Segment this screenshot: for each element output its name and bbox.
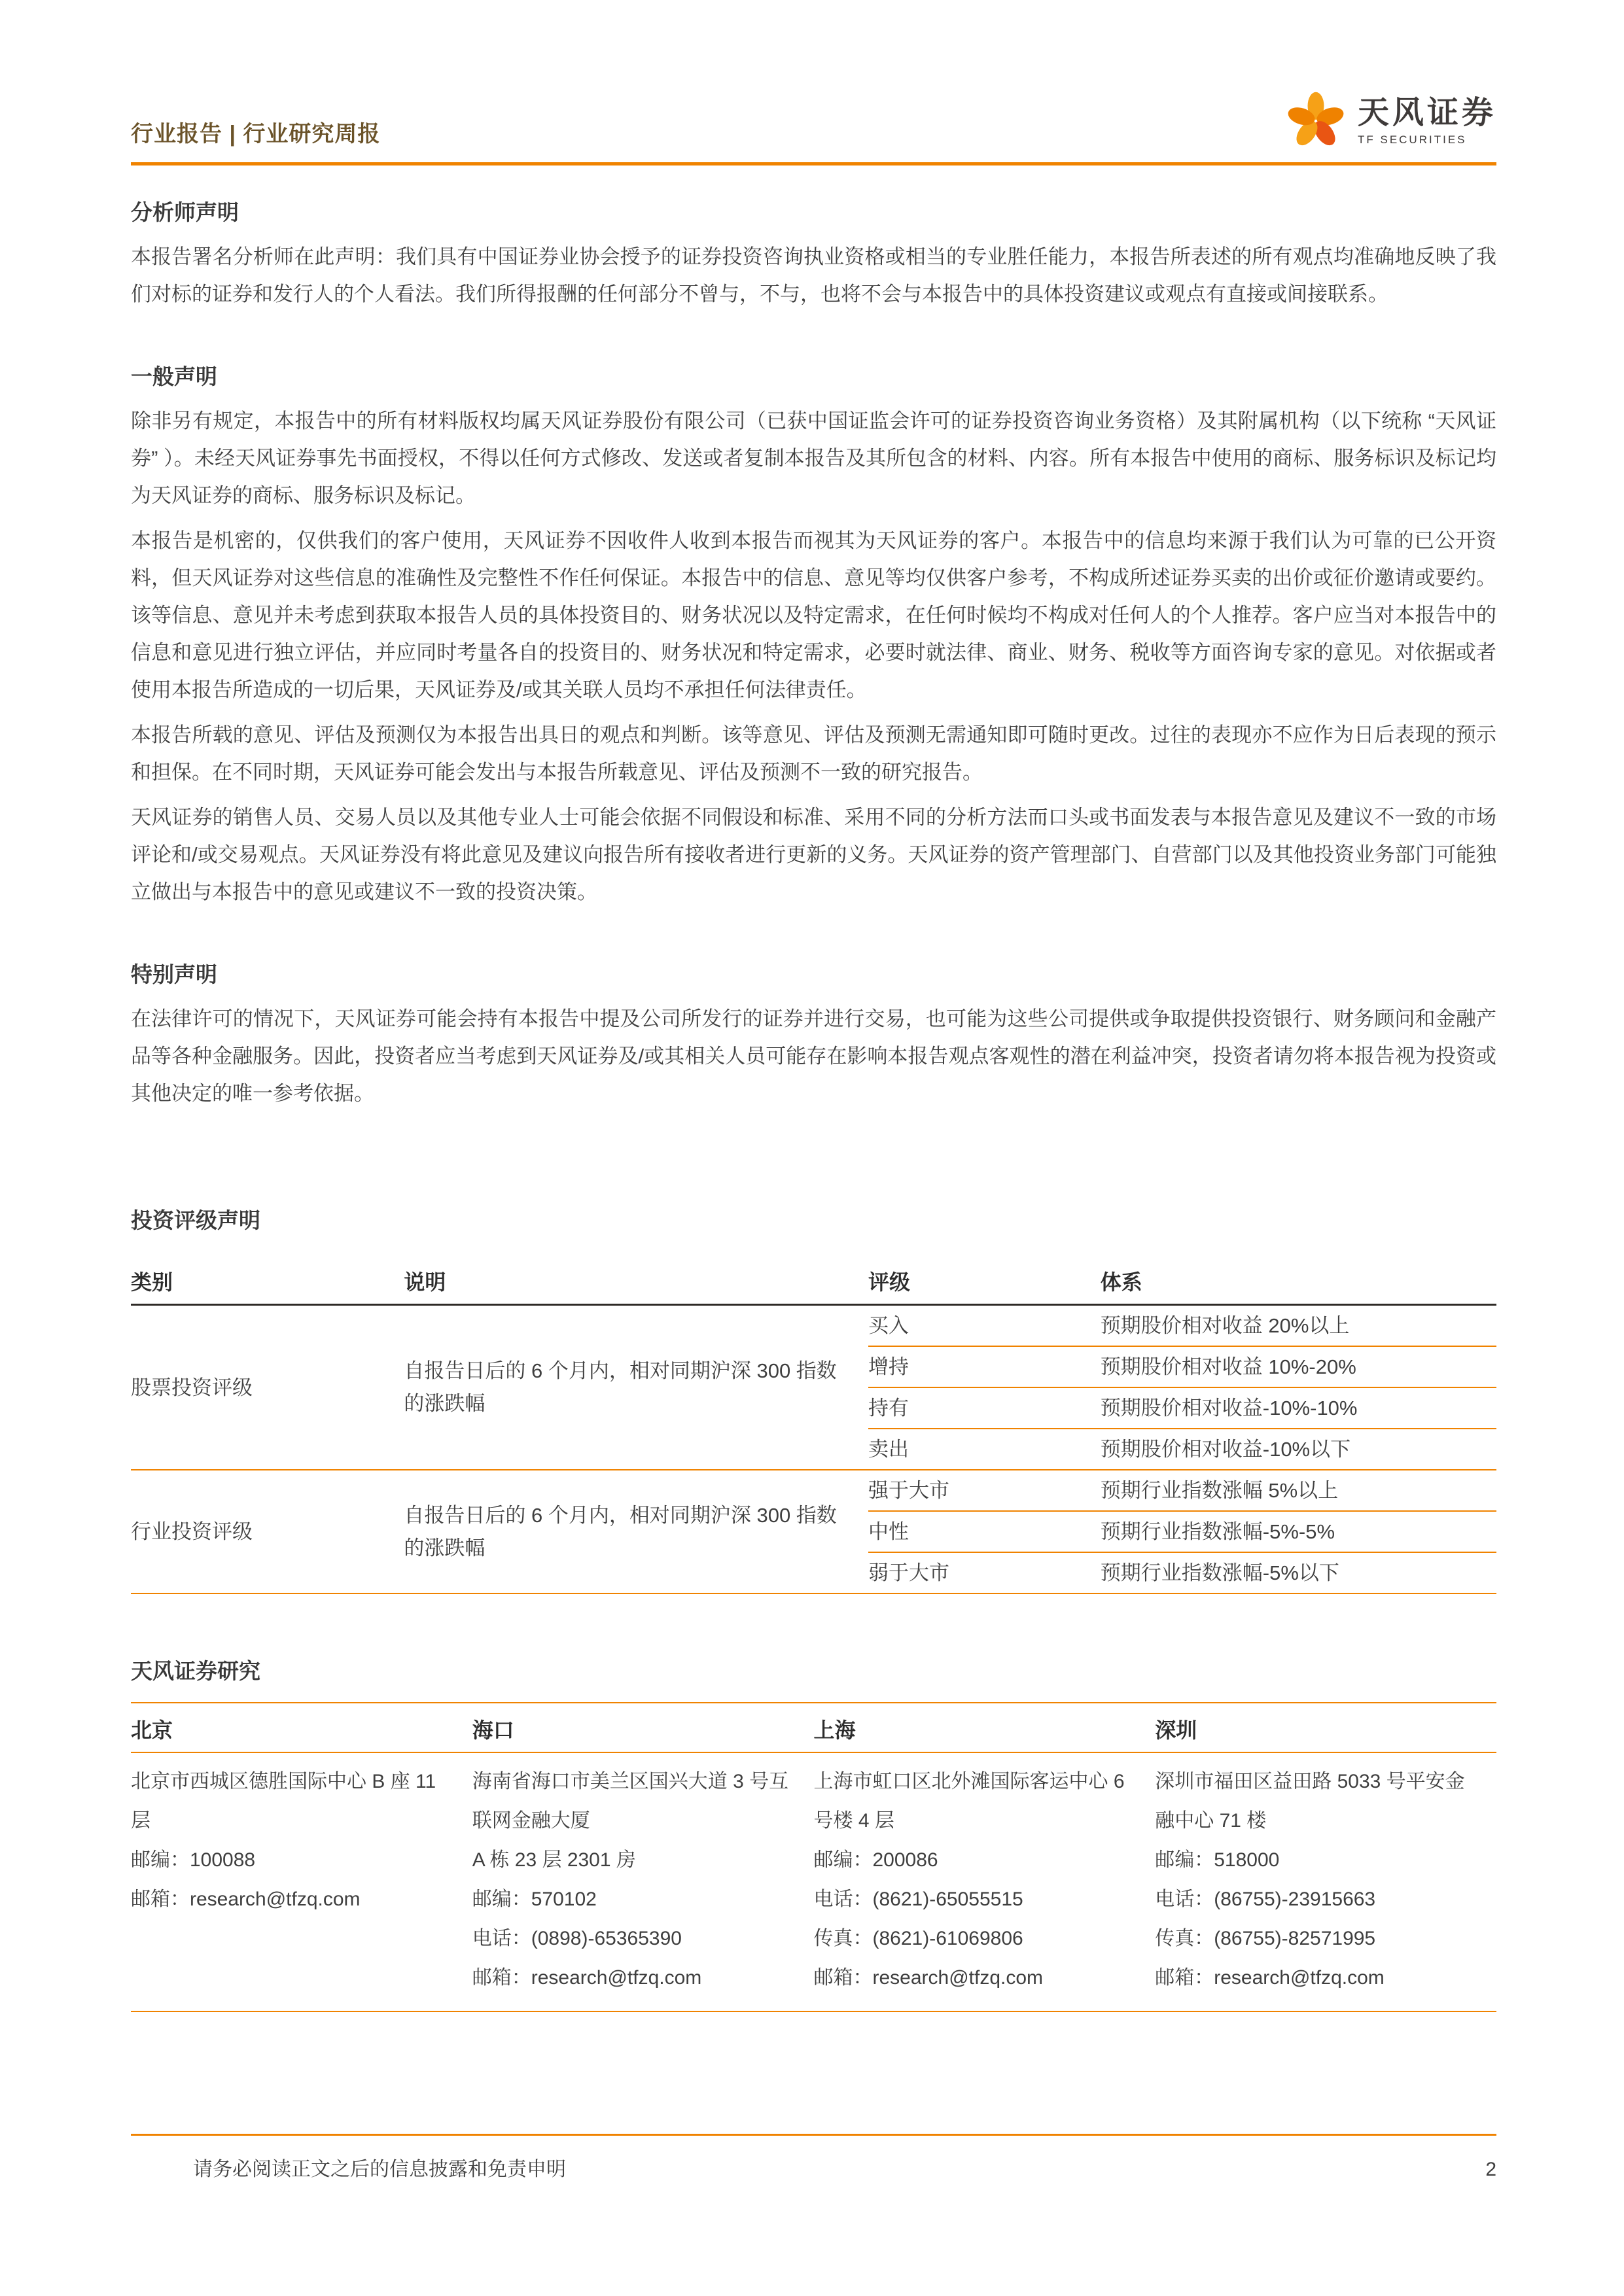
- office-city-header: 北京: [131, 1703, 472, 1752]
- section-heading: 天风证券研究: [131, 1659, 260, 1683]
- office-line: 邮编：570102: [472, 1888, 597, 1910]
- section-special-statement: [131, 958, 1496, 1112]
- office-line: A 栋 23 层 2301 房: [472, 1849, 636, 1871]
- office-line: 电话：(8621)-65055515: [813, 1888, 1023, 1910]
- section-analyst-statement: [131, 196, 1496, 313]
- report-type-label: 行业报告 | 行业研究周报: [131, 122, 381, 147]
- office-line: 邮编：518000: [1155, 1849, 1280, 1871]
- office-line: 北京市西城区德胜国际中心 B 座 11 层: [131, 1771, 436, 1832]
- rating-cell: 增持: [868, 1346, 1101, 1387]
- description-cell: 自报告日后的 6 个月内，相对同期沪深 300 指数的涨跌幅: [404, 1305, 868, 1470]
- paragraph: 除非另有规定，本报告中的所有材料版权均属天风证券股份有限公司（已获中国证监会许可的证券投资咨询业务资格）及其附属机构（以下统称 “天风证券” ）。未经天风证券事先书面授权，不得以任何方式修改、发送或者复制本报告及其所包含的材料、内容。所有本报告中使用的商标、服务标识及标记均为天风证券的商标、服务标识及标记。: [131, 409, 1496, 507]
- tf-securities-logo: [1284, 88, 1496, 154]
- office-line: 上海市虹口区北外滩国际客运中心 6 号楼 4 层: [813, 1771, 1125, 1832]
- office-line: 电话：(0898)-65365390: [472, 1928, 682, 1949]
- page-number: 2: [1485, 2159, 1496, 2180]
- office-line: 邮箱：research@tfzq.com: [472, 1967, 702, 1989]
- office-line: 电话：(86755)-23915663: [1155, 1888, 1376, 1910]
- section-heading: 投资评级声明: [131, 1208, 260, 1232]
- rating-table-header-row: [131, 1257, 1496, 1305]
- logo-name-cn: 天风证券: [1357, 96, 1496, 131]
- section-rating-statement: [131, 1204, 1496, 1594]
- category-cell: 行业投资评级: [131, 1470, 404, 1593]
- office-line: 传真：(86755)-82571995: [1155, 1928, 1376, 1949]
- office-line: 传真：(8621)-61069806: [813, 1928, 1023, 1949]
- office-table: [131, 1702, 1496, 2012]
- rating-cell: 强于大市: [868, 1470, 1101, 1511]
- description-cell: 自报告日后的 6 个月内，相对同期沪深 300 指数的涨跌幅: [404, 1470, 868, 1593]
- office-cell-haikou: [472, 1752, 814, 2011]
- logo-wordmark: [1358, 96, 1496, 147]
- system-cell: 预期股价相对收益-10%以下: [1101, 1429, 1496, 1470]
- system-cell: 预期行业指数涨幅-5%以下: [1101, 1552, 1496, 1593]
- office-detail-row: [131, 1752, 1496, 2011]
- office-cell-beijing: [131, 1752, 472, 2011]
- office-line: 深圳市福田区益田路 5033 号平安金融中心 71 楼: [1155, 1771, 1465, 1832]
- system-cell: 预期股价相对收益 20%以上: [1101, 1305, 1496, 1347]
- rating-cell: 买入: [868, 1305, 1101, 1347]
- office-line: 邮箱：research@tfzq.com: [1155, 1967, 1385, 1989]
- paragraph: 在法律许可的情况下，天风证券可能会持有本报告中提及公司所发行的证券并进行交易，也可能为这些公司提供或争取提供投资银行、财务顾问和金融产品等各种金融服务。因此，投资者应当考虑到天风证券及/或其相关人员可能存在影响本报告观点客观性的潜在利益冲突，投资者请勿将本报告视为投资或其他决定的唯一参考依据。: [131, 1007, 1496, 1105]
- rating-cell: 中性: [868, 1511, 1101, 1552]
- office-city-header: 海口: [472, 1703, 814, 1752]
- office-city-header: 深圳: [1155, 1703, 1496, 1752]
- column-header: 体系: [1101, 1257, 1496, 1305]
- section-heading: 特别声明: [131, 962, 217, 986]
- category-cell: 股票投资评级: [131, 1305, 404, 1470]
- rating-cell: 弱于大市: [868, 1552, 1101, 1593]
- paragraph: 本报告所载的意见、评估及预测仅为本报告出具日的观点和判断。该等意见、评估及预测无需通知即可随时更改。过往的表现亦不应作为日后表现的预示和担保。在不同时期，天风证券可能会发出与本报告所载意见、评估及预测不一致的研究报告。: [131, 723, 1496, 784]
- section-general-statement: [131, 360, 1496, 911]
- column-header: 说明: [404, 1257, 868, 1305]
- logo-name-en: TF SECURITIES: [1357, 133, 1467, 146]
- tf-flower-icon: [1284, 88, 1347, 154]
- section-heading: 分析师声明: [131, 200, 239, 224]
- office-cell-shenzhen: [1155, 1752, 1496, 2011]
- table-row: [131, 1470, 1496, 1511]
- office-line: 邮箱：research@tfzq.com: [131, 1888, 361, 1910]
- header-divider: [131, 162, 1496, 165]
- office-line: 邮箱：research@tfzq.com: [813, 1967, 1044, 1989]
- rating-cell: 持有: [868, 1387, 1101, 1429]
- system-cell: 预期股价相对收益 10%-20%: [1101, 1346, 1496, 1387]
- office-city-header: 上海: [814, 1703, 1156, 1752]
- paragraph: 本报告署名分析师在此声明：我们具有中国证券业协会授予的证券投资咨询执业资格或相当的专业胜任能力，本报告所表述的所有观点均准确地反映了我们对标的证券和发行人的个人看法。我们所得报酬的任何部分不曾与，不与，也将不会与本报告中的具体投资建议或观点有直接或间接联系。: [131, 245, 1496, 305]
- office-line: 海南省海口市美兰区国兴大道 3 号互联网金融大厦: [472, 1771, 789, 1832]
- table-row: [131, 1305, 1496, 1347]
- paragraph: 天风证券的销售人员、交易人员以及其他专业人士可能会依据不同假设和标准、采用不同的分析方法而口头或书面发表与本报告意见及建议不一致的市场评论和/或交易观点。天风证券没有将此意见及建议向报告所有接收者进行更新的义务。天风证券的资产管理部门、自营部门以及其他投资业务部门可能独立做出与本报告中的意见或建议不一致的投资决策。: [131, 806, 1496, 903]
- system-cell: 预期行业指数涨幅-5%-5%: [1101, 1511, 1496, 1552]
- page-footer: [131, 2134, 1496, 2182]
- section-research-offices: [131, 1654, 1496, 2012]
- column-header: 评级: [868, 1257, 1101, 1305]
- system-cell: 预期行业指数涨幅 5%以上: [1101, 1470, 1496, 1511]
- office-header-row: [131, 1703, 1496, 1752]
- section-heading: 一般声明: [131, 364, 217, 389]
- disclaimer-note: 请务必阅读正文之后的信息披露和免责申明: [193, 2159, 566, 2180]
- rating-table: [131, 1257, 1496, 1594]
- system-cell: 预期股价相对收益-10%-10%: [1101, 1387, 1496, 1429]
- page-header: [131, 88, 1496, 165]
- office-line: 邮编：200086: [813, 1849, 938, 1871]
- column-header: 类别: [131, 1257, 404, 1305]
- office-line: 邮编：100088: [131, 1849, 256, 1871]
- paragraph: 本报告是机密的，仅供我们的客户使用，天风证券不因收件人收到本报告而视其为天风证券的客户。本报告中的信息均来源于我们认为可靠的已公开资料，但天风证券对这些信息的准确性及完整性不作任何保证。本报告中的信息、意见等均仅供客户参考，不构成所述证券买卖的出价或征价邀请或要约。该等信息、意见并未考虑到获取本报告人员的具体投资目的、财务状况以及特定需求，在任何时候均不构成对任何人的个人推荐。客户应当对本报告中的信息和意见进行独立评估，并应同时考量各自的投资目的、财务状况和特定需求，必要时就法律、商业、财务、税收等方面咨询专家的意见。对依据或者使用本报告所造成的一切后果，天风证券及/或其关联人员均不承担任何法律责任。: [131, 529, 1496, 701]
- rating-cell: 卖出: [868, 1429, 1101, 1470]
- office-cell-shanghai: [814, 1752, 1156, 2011]
